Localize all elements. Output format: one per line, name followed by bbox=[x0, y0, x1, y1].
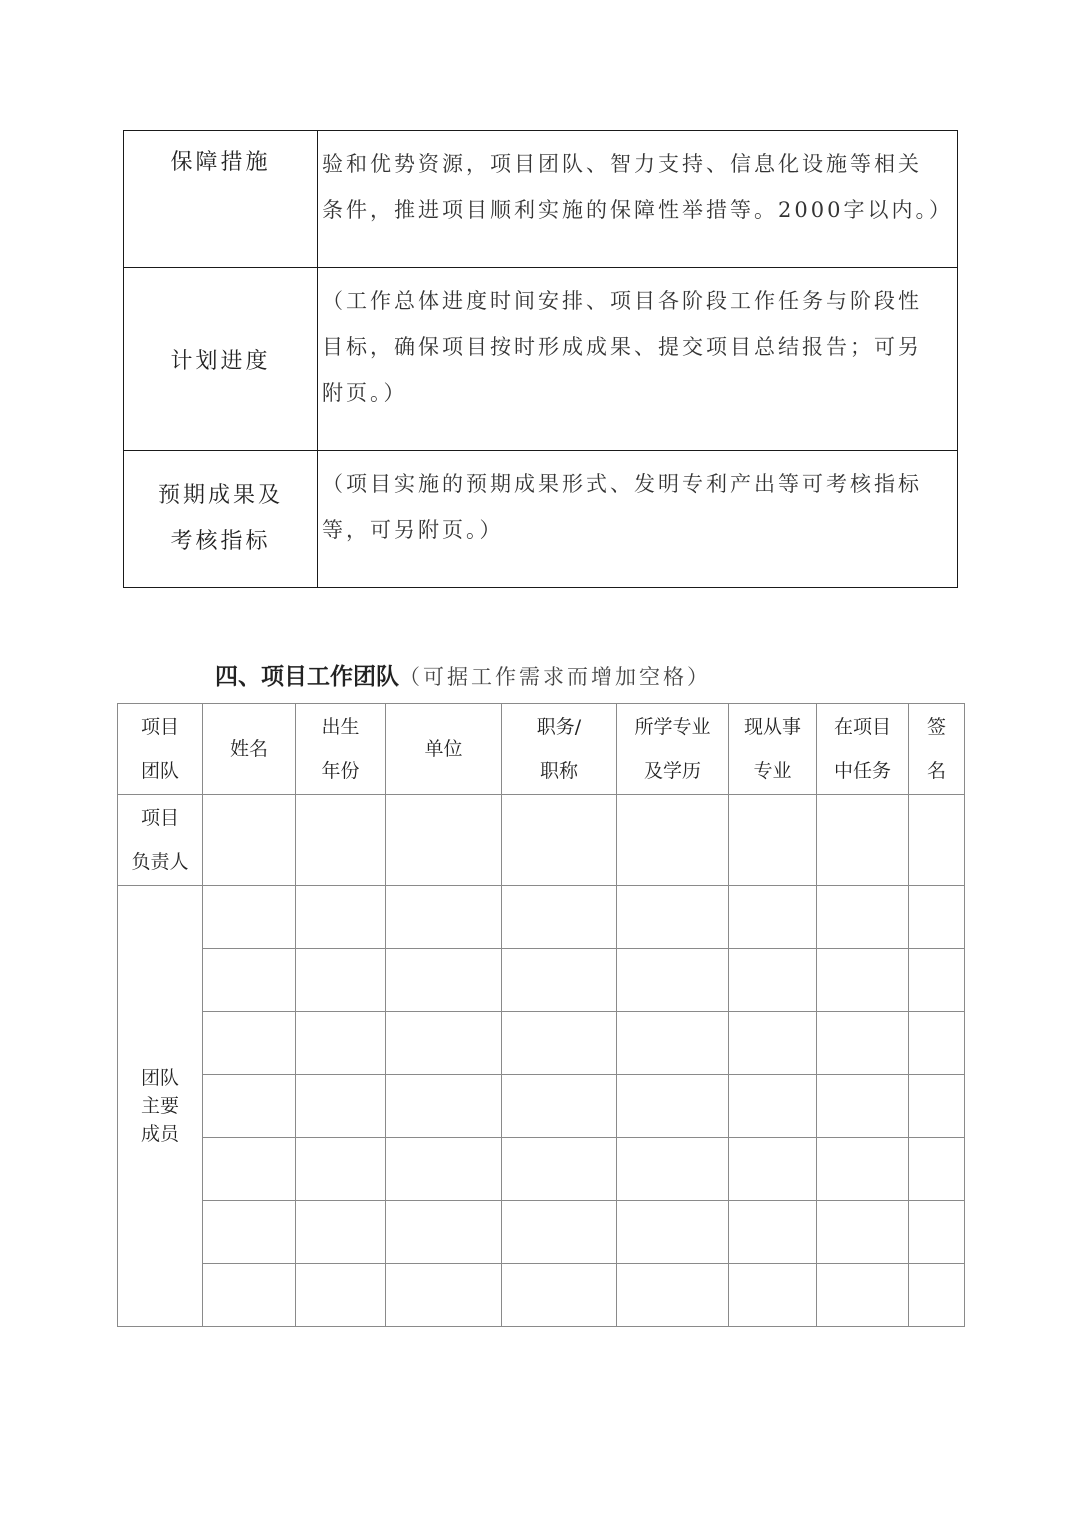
table-cell[interactable] bbox=[729, 1075, 817, 1138]
table-cell[interactable] bbox=[817, 886, 909, 949]
table-cell[interactable] bbox=[817, 1264, 909, 1327]
table-cell[interactable] bbox=[617, 1075, 729, 1138]
project-info-table bbox=[123, 130, 958, 588]
table-cell[interactable] bbox=[617, 1138, 729, 1201]
table-cell[interactable] bbox=[386, 1201, 502, 1264]
table-cell[interactable] bbox=[729, 1264, 817, 1327]
member-row bbox=[118, 1264, 965, 1327]
table-cell[interactable] bbox=[729, 1012, 817, 1075]
row-text-expected-results[interactable]: （项目实施的预期成果形式、发明专利产出等可考核指标 等，可另附页。） bbox=[318, 451, 958, 588]
table-cell[interactable] bbox=[617, 1264, 729, 1327]
member-row bbox=[118, 1201, 965, 1264]
table-cell[interactable] bbox=[817, 1138, 909, 1201]
table-cell[interactable] bbox=[203, 886, 296, 949]
member-row bbox=[118, 1075, 965, 1138]
table-cell[interactable] bbox=[817, 795, 909, 886]
table-cell[interactable] bbox=[817, 1012, 909, 1075]
table-cell[interactable] bbox=[909, 1264, 965, 1327]
table-cell[interactable] bbox=[817, 1075, 909, 1138]
header-team: 项目 团队 bbox=[118, 704, 203, 795]
row-text-safeguards[interactable]: 验和优势资源，项目团队、智力支持、信息化设施等相关 条件，推进项目顺利实施的保障性举措等。2000字以内。） bbox=[318, 131, 958, 268]
table-cell[interactable] bbox=[296, 1138, 386, 1201]
table-cell[interactable] bbox=[909, 1012, 965, 1075]
table-cell[interactable] bbox=[617, 949, 729, 1012]
table-cell[interactable] bbox=[296, 1201, 386, 1264]
table-cell[interactable] bbox=[617, 795, 729, 886]
table-cell[interactable] bbox=[203, 1201, 296, 1264]
table-cell[interactable] bbox=[386, 1075, 502, 1138]
table-row bbox=[124, 131, 958, 268]
header-name: 姓名 bbox=[203, 704, 296, 795]
table-cell[interactable] bbox=[817, 1201, 909, 1264]
table-cell[interactable] bbox=[909, 1075, 965, 1138]
table-cell[interactable] bbox=[909, 1138, 965, 1201]
header-signature: 签 名 bbox=[909, 704, 965, 795]
header-major-degree: 所学专业 及学历 bbox=[617, 704, 729, 795]
table-cell[interactable] bbox=[386, 1012, 502, 1075]
row-label-expected-results: 预期成果及 考核指标 bbox=[124, 451, 318, 588]
table-cell[interactable] bbox=[502, 1138, 617, 1201]
table-cell[interactable] bbox=[203, 795, 296, 886]
header-unit: 单位 bbox=[386, 704, 502, 795]
table-cell[interactable] bbox=[909, 886, 965, 949]
row-text-schedule[interactable]: （工作总体进度时间安排、项目各阶段工作任务与阶段性 目标，确保项目按时形成成果、提交项目总结报告；可另 附页。） bbox=[318, 268, 958, 451]
table-cell[interactable] bbox=[296, 1264, 386, 1327]
table-cell[interactable] bbox=[909, 795, 965, 886]
table-cell[interactable] bbox=[386, 949, 502, 1012]
table-cell[interactable] bbox=[203, 1075, 296, 1138]
table-cell[interactable] bbox=[729, 886, 817, 949]
leader-label: 项目 负责人 bbox=[118, 795, 203, 886]
table-row bbox=[124, 451, 958, 588]
table-cell[interactable] bbox=[502, 795, 617, 886]
team-table bbox=[117, 703, 965, 1327]
header-birth-year: 出生 年份 bbox=[296, 704, 386, 795]
table-cell[interactable] bbox=[909, 949, 965, 1012]
table-cell[interactable] bbox=[729, 949, 817, 1012]
member-row bbox=[118, 1012, 965, 1075]
table-cell[interactable] bbox=[729, 1138, 817, 1201]
leader-row bbox=[118, 795, 965, 886]
table-cell[interactable] bbox=[203, 1264, 296, 1327]
table-cell[interactable] bbox=[296, 949, 386, 1012]
table-cell[interactable] bbox=[502, 1075, 617, 1138]
table-cell[interactable] bbox=[296, 795, 386, 886]
table-cell[interactable] bbox=[203, 1012, 296, 1075]
member-row bbox=[118, 949, 965, 1012]
table-cell[interactable] bbox=[502, 886, 617, 949]
table-row bbox=[124, 268, 958, 451]
table-cell[interactable] bbox=[296, 886, 386, 949]
table-cell[interactable] bbox=[729, 795, 817, 886]
header-project-task: 在项目 中任务 bbox=[817, 704, 909, 795]
table-cell[interactable] bbox=[386, 886, 502, 949]
table-cell[interactable] bbox=[502, 1012, 617, 1075]
row-label-schedule: 计划进度 bbox=[124, 268, 318, 451]
table-cell[interactable] bbox=[296, 1012, 386, 1075]
member-row bbox=[118, 1138, 965, 1201]
section-heading bbox=[215, 658, 711, 691]
table-cell[interactable] bbox=[617, 886, 729, 949]
table-cell[interactable] bbox=[203, 1138, 296, 1201]
table-cell[interactable] bbox=[502, 949, 617, 1012]
header-position-title: 职务/ 职称 bbox=[502, 704, 617, 795]
table-cell[interactable] bbox=[502, 1201, 617, 1264]
table-cell[interactable] bbox=[386, 1264, 502, 1327]
section-note: （可据工作需求而增加空格） bbox=[399, 665, 711, 689]
table-cell[interactable] bbox=[909, 1201, 965, 1264]
table-cell[interactable] bbox=[617, 1012, 729, 1075]
member-row bbox=[118, 886, 965, 949]
section-title: 四、项目工作团队 bbox=[215, 664, 399, 690]
table-cell[interactable] bbox=[817, 949, 909, 1012]
table-cell[interactable] bbox=[502, 1264, 617, 1327]
table-cell[interactable] bbox=[729, 1201, 817, 1264]
table-cell[interactable] bbox=[296, 1075, 386, 1138]
member-label: 团队 主要 成员 bbox=[118, 886, 203, 1327]
table-cell[interactable] bbox=[386, 795, 502, 886]
header-current-field: 现从事 专业 bbox=[729, 704, 817, 795]
table-cell[interactable] bbox=[617, 1201, 729, 1264]
row-label-safeguards: 保障措施 bbox=[124, 131, 318, 268]
table-cell[interactable] bbox=[386, 1138, 502, 1201]
team-table-header bbox=[118, 704, 965, 795]
table-cell[interactable] bbox=[203, 949, 296, 1012]
